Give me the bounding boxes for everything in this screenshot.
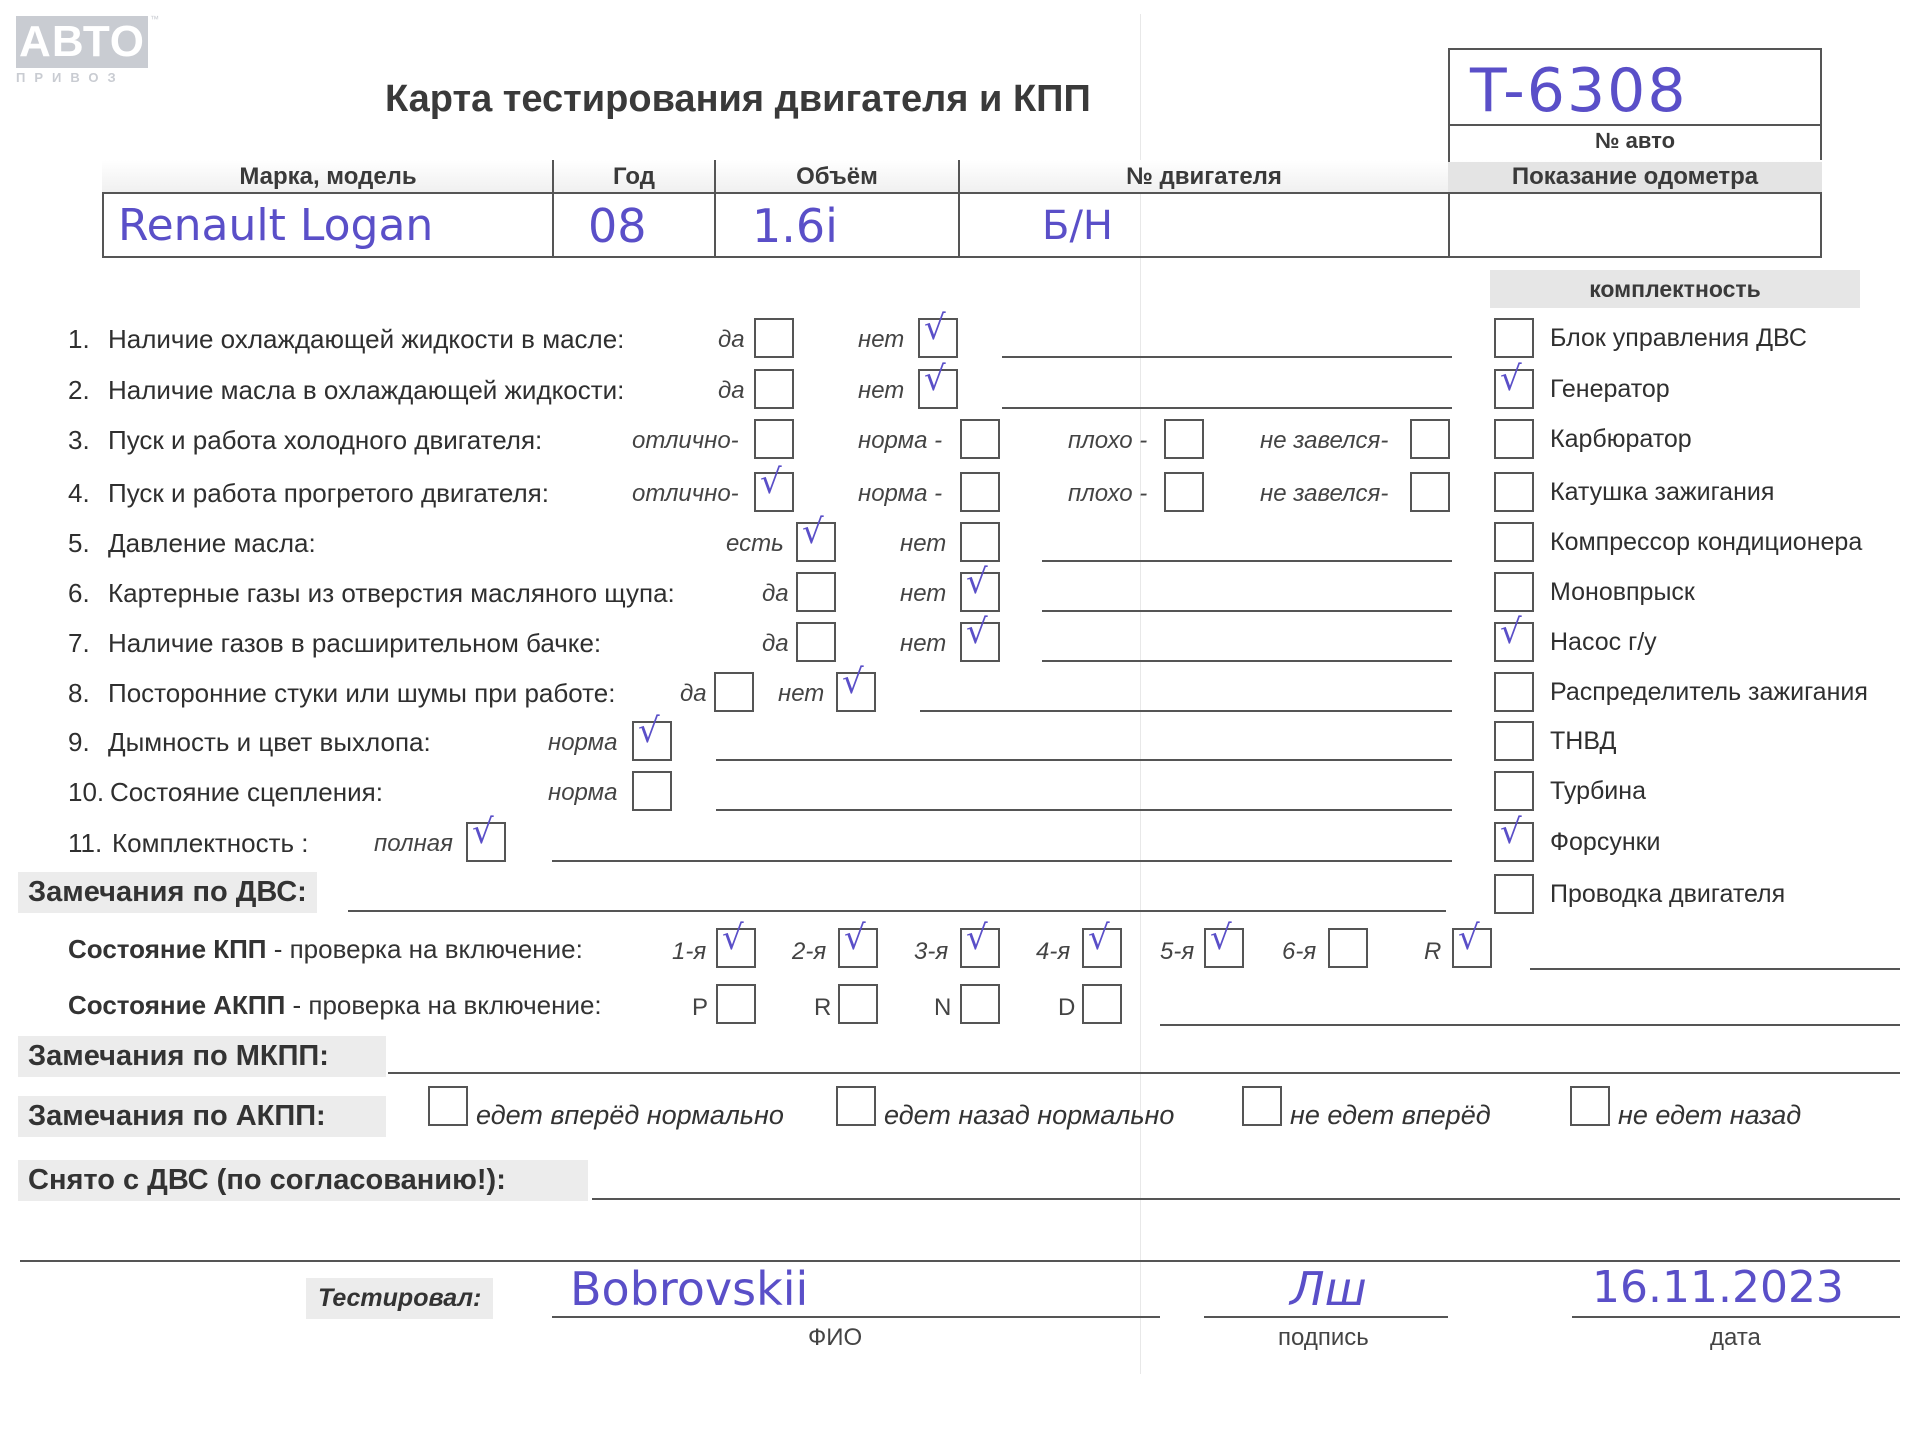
answer-checkbox[interactable] (754, 318, 794, 358)
akpp-mode-label: P (692, 994, 709, 1021)
check-mark-icon: √ (760, 462, 782, 502)
komplekt-label: Компрессор кондиционера (1550, 528, 1863, 556)
question-text: Пуск и работа холодного двигателя: (108, 425, 543, 455)
option-label: плохо - (1068, 427, 1148, 454)
komplekt-label: Форсунки (1550, 828, 1661, 856)
tester-name: Bobrovskii (570, 1262, 809, 1316)
mkpp-notes-label: Замечания по МКПП: (18, 1036, 386, 1077)
check-mark-icon: √ (1500, 612, 1522, 652)
komplekt-checkbox[interactable] (1494, 472, 1534, 512)
answer-checkbox[interactable] (960, 419, 1000, 459)
answer-checkbox[interactable] (466, 812, 506, 862)
dvs-notes-line[interactable] (348, 910, 1446, 912)
logo-tm: ™ (150, 14, 159, 24)
akpp-mode-checkbox[interactable] (716, 984, 756, 1024)
akpp-notes-label: Замечания по АКПП: (18, 1096, 386, 1137)
check-mark-icon: √ (1500, 359, 1522, 399)
check-mark-icon: √ (1210, 918, 1232, 958)
option-label: не завелся- (1260, 427, 1389, 454)
comment-line[interactable] (716, 759, 1452, 761)
make-model-value: Renault Logan (118, 200, 434, 251)
gear-checkbox[interactable] (838, 918, 878, 968)
option-label: нет (858, 377, 905, 404)
check-mark-icon: √ (966, 562, 988, 602)
answer-checkbox[interactable] (918, 308, 958, 358)
option-label: отлично- (632, 427, 739, 454)
komplekt-checkbox[interactable] (1494, 359, 1534, 409)
akpp-state-line[interactable] (1160, 1024, 1900, 1026)
answer-checkbox[interactable] (632, 711, 672, 761)
akpp-mode-label: N (934, 994, 952, 1021)
komplekt-checkbox[interactable] (1494, 812, 1534, 862)
akpp-note-label: едет вперёд нормально (476, 1100, 784, 1130)
comment-line[interactable] (1042, 560, 1452, 562)
question-text: Картерные газы из отверстия масляного щупа: (108, 578, 675, 608)
header-volume: Объём (796, 163, 878, 190)
gear-checkbox[interactable] (1452, 918, 1492, 968)
akpp-note-label: не едет вперёд (1290, 1100, 1491, 1130)
answer-checkbox[interactable] (754, 419, 794, 459)
gear-label: R (1424, 938, 1442, 965)
komplekt-checkbox[interactable] (1494, 874, 1534, 914)
tested-by-label: Тестировал: (306, 1278, 493, 1319)
question-text: Давление масла: (108, 528, 316, 558)
komplekt-label: Катушка зажигания (1550, 478, 1775, 506)
akpp-note-checkbox[interactable] (1242, 1086, 1282, 1126)
akpp-state-label: Состояние АКПП - проверка на включение: (68, 990, 602, 1020)
comment-line[interactable] (716, 809, 1452, 811)
question-text: Состояние сцепления: (110, 777, 383, 807)
komplekt-checkbox[interactable] (1494, 672, 1534, 712)
question-number: 4. (68, 478, 90, 508)
question-number: 3. (68, 425, 90, 455)
comment-line[interactable] (552, 860, 1452, 862)
check-mark-icon: √ (1088, 918, 1110, 958)
question-number: 11. (68, 828, 103, 858)
engine-number-value: Б/Н (1042, 203, 1113, 249)
akpp-mode-label: D (1058, 994, 1076, 1021)
question-number: 10. (68, 777, 105, 807)
answer-checkbox[interactable] (960, 612, 1000, 662)
option-label: нет (778, 680, 825, 707)
date-line[interactable] (1572, 1316, 1900, 1318)
akpp-mode-checkbox[interactable] (838, 984, 878, 1024)
question-number: 2. (68, 375, 90, 405)
removed-line[interactable] (592, 1198, 1900, 1200)
akpp-mode-checkbox[interactable] (1082, 984, 1122, 1024)
option-label: плохо - (1068, 480, 1148, 507)
header-odometer: Показание одометра (1448, 162, 1822, 192)
akpp-note-label: не едет назад (1618, 1100, 1802, 1130)
comment-line[interactable] (1002, 407, 1452, 409)
check-mark-icon: √ (722, 918, 744, 958)
komplekt-checkbox[interactable] (1494, 721, 1534, 761)
option-label: нет (900, 630, 947, 657)
date-value: 16.11.2023 (1592, 1262, 1844, 1313)
check-mark-icon: √ (1500, 812, 1522, 852)
check-mark-icon: √ (842, 662, 864, 702)
logo-subtitle: ПРИВОЗ (16, 70, 125, 85)
komplekt-label: Распределитель зажигания (1550, 678, 1868, 706)
komplekt-checkbox[interactable] (1494, 522, 1534, 562)
answer-checkbox[interactable] (714, 672, 754, 712)
check-mark-icon: √ (966, 918, 988, 958)
check-mark-icon: √ (966, 612, 988, 652)
option-label: да (762, 580, 789, 607)
comment-line[interactable] (920, 710, 1452, 712)
year-value: 08 (588, 199, 647, 253)
answer-checkbox[interactable] (754, 462, 794, 512)
gear-label: 6-я (1282, 938, 1317, 965)
header-year: Год (613, 163, 655, 190)
komplekt-label: ТНВД (1550, 727, 1617, 755)
auto-number-value: T-6308 (1470, 56, 1688, 126)
akpp-mode-label: R (814, 994, 832, 1021)
option-label: норма (548, 729, 618, 756)
answer-checkbox[interactable] (1410, 419, 1450, 459)
comment-line[interactable] (1002, 356, 1452, 358)
option-label: да (718, 377, 745, 404)
komplekt-label: Насос г/у (1550, 628, 1657, 656)
check-mark-icon: √ (472, 812, 494, 852)
option-label: норма (548, 779, 618, 806)
auto-number-label: № авто (1594, 128, 1676, 153)
option-label: да (718, 326, 745, 353)
comment-line[interactable] (1042, 660, 1452, 662)
gear-checkbox[interactable] (1082, 918, 1122, 968)
signature-label: подпись (1278, 1324, 1369, 1351)
answer-checkbox[interactable] (836, 662, 876, 712)
option-label: норма - (858, 427, 943, 454)
signature-line[interactable] (1204, 1316, 1448, 1318)
option-label: не завелся- (1260, 480, 1389, 507)
akpp-note-label: едет назад нормально (884, 1100, 1175, 1130)
gear-checkbox[interactable] (1328, 928, 1368, 968)
logo: АВТО (16, 16, 148, 68)
check-mark-icon: √ (924, 359, 946, 399)
komplekt-header: комплектность (1490, 270, 1860, 308)
question-text: Дымность и цвет выхлопа: (108, 727, 431, 757)
answer-checkbox[interactable] (796, 572, 836, 612)
name-label: ФИО (808, 1324, 863, 1351)
komplekt-label: Карбюратор (1550, 425, 1692, 453)
date-label: дата (1710, 1324, 1761, 1351)
check-mark-icon: √ (802, 512, 824, 552)
answer-checkbox[interactable] (1410, 472, 1450, 512)
answer-checkbox[interactable] (632, 771, 672, 811)
komplekt-label: Моновпрыск (1550, 578, 1695, 606)
check-mark-icon: √ (844, 918, 866, 958)
answer-checkbox[interactable] (796, 622, 836, 662)
question-number: 6. (68, 578, 90, 608)
header-engine-number: № двигателя (1126, 163, 1282, 190)
answer-checkbox[interactable] (960, 522, 1000, 562)
mkpp-notes-line[interactable] (388, 1072, 1900, 1074)
check-mark-icon: √ (1458, 918, 1480, 958)
answer-checkbox[interactable] (754, 369, 794, 409)
komplekt-label: Турбина (1550, 777, 1646, 805)
answer-checkbox[interactable] (960, 472, 1000, 512)
question-text: Посторонние стуки или шумы при работе: (108, 678, 616, 708)
komplekt-checkbox[interactable] (1494, 612, 1534, 662)
option-label: нет (900, 530, 947, 557)
akpp-note-checkbox[interactable] (428, 1086, 468, 1126)
volume-value: 1.6i (752, 199, 838, 253)
question-number: 5. (68, 528, 90, 558)
option-label: да (680, 680, 707, 707)
question-text: Пуск и работа прогретого двигателя: (108, 478, 549, 508)
gear-label: 2-я (792, 938, 827, 965)
question-number: 9. (68, 727, 90, 757)
komplekt-checkbox[interactable] (1494, 572, 1534, 612)
option-label: полная (374, 830, 453, 857)
gear-label: 3-я (914, 938, 949, 965)
dvs-notes-label: Замечания по ДВС: (18, 872, 317, 913)
komplekt-checkbox[interactable] (1494, 318, 1534, 358)
option-label: нет (858, 326, 905, 353)
kpp-notes-line[interactable] (1530, 968, 1900, 970)
komplekt-label: Проводка двигателя (1550, 880, 1786, 908)
answer-checkbox[interactable] (796, 512, 836, 562)
option-label: норма - (858, 480, 943, 507)
question-text: Наличие охлаждающей жидкости в масле: (108, 324, 625, 354)
name-line[interactable] (552, 1316, 1160, 1318)
option-label: да (762, 630, 789, 657)
question-text: Наличие газов в расширительном бачке: (108, 628, 602, 658)
komplekt-checkbox[interactable] (1494, 771, 1534, 811)
answer-checkbox[interactable] (918, 359, 958, 409)
answer-checkbox[interactable] (1164, 419, 1204, 459)
check-mark-icon: √ (924, 308, 946, 348)
gear-checkbox[interactable] (716, 918, 756, 968)
option-label: нет (900, 580, 947, 607)
page-title: Карта тестирования двигателя и КПП (385, 78, 1091, 120)
check-mark-icon: √ (638, 711, 660, 751)
akpp-mode-checkbox[interactable] (960, 984, 1000, 1024)
gear-label: 5-я (1160, 938, 1195, 965)
gear-label: 1-я (672, 938, 707, 965)
header-make-model: Марка, модель (239, 163, 417, 190)
akpp-note-checkbox[interactable] (1570, 1086, 1610, 1126)
komplekt-label: Блок управления ДВС (1550, 324, 1807, 352)
option-label: есть (726, 530, 784, 557)
question-text: Комплектность : (112, 828, 309, 858)
gear-checkbox[interactable] (1204, 918, 1244, 968)
comment-line[interactable] (1042, 610, 1452, 612)
gear-checkbox[interactable] (960, 918, 1000, 968)
signature: Лш (1290, 1262, 1367, 1316)
option-label: отлично- (632, 480, 739, 507)
akpp-note-checkbox[interactable] (836, 1086, 876, 1126)
question-number: 7. (68, 628, 90, 658)
question-number: 8. (68, 678, 90, 708)
removed-label: Снято с ДВС (по согласованию!): (18, 1160, 588, 1201)
gear-label: 4-я (1036, 938, 1071, 965)
komplekt-label: Генератор (1550, 375, 1670, 403)
komplekt-checkbox[interactable] (1494, 419, 1534, 459)
question-number: 1. (68, 324, 90, 354)
answer-checkbox[interactable] (960, 562, 1000, 612)
question-text: Наличие масла в охлаждающей жидкости: (108, 375, 625, 405)
kpp-state-label: Состояние КПП - проверка на включение: (68, 934, 583, 964)
answer-checkbox[interactable] (1164, 472, 1204, 512)
